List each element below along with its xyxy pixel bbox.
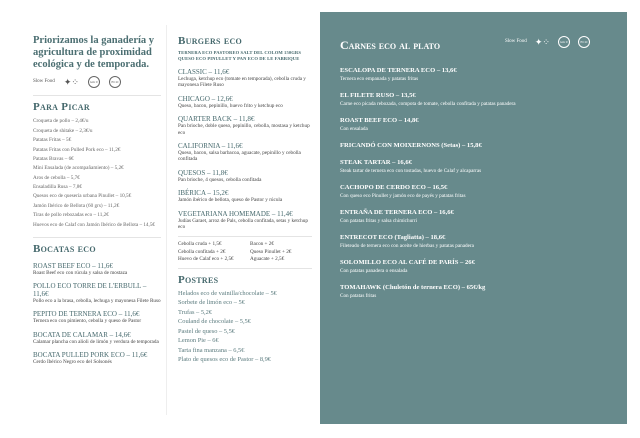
dish-item <box>340 92 620 108</box>
euro-leaf-icon: ✦⁘ <box>63 77 79 87</box>
menu-item: Quesos eco de quesería urbana Pinullet – 10,5€ <box>33 193 132 200</box>
dish-item <box>33 351 161 365</box>
dish-description: Judías Garaet, arroz de Pals, cebolla confitada, setas y ketchup eco <box>178 217 308 231</box>
certification-logos <box>505 36 590 48</box>
dish-item <box>340 142 620 150</box>
dish-name: SOLOMILLO ECO AL CAFÉ DE PARÍS – 26€ <box>340 259 475 266</box>
section-title: Para Picar <box>33 101 90 113</box>
dish-description: Con queso eco Pinullet y jamón eco de payés y patatas fritas <box>340 193 466 199</box>
menu-item: Jamón Ibérico de Bellota (60 grs) – 11,2€ <box>33 202 120 209</box>
dish-name: CALIFORNIA – 11,6€ <box>178 142 243 151</box>
euro-leaf-icon: ✦⁘ <box>534 37 550 47</box>
dish-item <box>340 284 620 300</box>
carnes-panel <box>320 12 627 424</box>
dish-item <box>340 159 620 175</box>
dish-name: CHICAGO – 12,6€ <box>178 94 233 103</box>
dish-name: POLLO ECO TORRE DE L'ERBULL – 11,6€ <box>33 281 147 298</box>
dessert-item: Helados eco de vainilla/chocolate – 5€ <box>178 290 277 298</box>
para-picar-section <box>33 101 161 230</box>
dish-description: Steak tartar de ternera eco con tostadas, huevo de Calaf y alcaparras <box>340 168 482 174</box>
dish-item <box>33 331 161 345</box>
dish-item <box>178 142 312 163</box>
dish-description: Fileteado de ternera eco con aceite de hierbas y patatas panadera <box>340 243 474 249</box>
dish-item <box>178 95 312 109</box>
column-divider <box>166 25 167 415</box>
burger-extras <box>178 241 312 263</box>
dish-item <box>33 282 161 304</box>
dish-name: ROAST BEEF ECO – 14,8€ <box>340 117 419 124</box>
dish-description: Queso, bacon, pepinillo, huevo frito y ketchup eco <box>178 102 283 109</box>
dish-name: ENTRAÑA DE TERNERA ECO – 16,6€ <box>340 209 454 216</box>
dish-item <box>178 210 312 231</box>
dish-description: Ternera eco empanada y patatas fritas <box>340 76 419 82</box>
menu-item: Croqueta de pollo – 2,4€/u <box>33 118 89 125</box>
eco-logo: ECO <box>109 76 121 88</box>
intro-heading: Priorizamos la ganadería y agricultura de proximidad ecológica y de temporada. <box>33 35 155 70</box>
middle-column <box>178 35 312 364</box>
menu-item: Ensaladilla Rusa – 7,8€ <box>33 184 82 191</box>
dish-name: IBÉRICA – 15,2€ <box>178 189 229 198</box>
dish-item <box>340 209 620 225</box>
menu-item: Patatas Fritas con Pulled Pork eco – 11,2€ <box>33 146 121 153</box>
dish-name: FRICANDÓ CON MOIXERNONS (Setas) – 15,8€ <box>340 142 482 149</box>
dish-name: ESCALOPA DE TERNERA ECO – 13,6€ <box>340 67 457 74</box>
dish-name: ENTRECOT ECO (Tagliatta) – 18,6€ <box>340 234 446 241</box>
dish-item <box>340 67 620 83</box>
slow-food-logo: Slow Food <box>505 39 527 44</box>
dessert-item: Tarta fina manzana – 6,5€ <box>178 346 245 354</box>
dish-item <box>340 184 620 200</box>
dish-description: Con ensalada <box>340 126 368 132</box>
dish-description: Queso, bacon, salsa barbacoa, aguacate, pepinillo y cebolla confitada <box>178 150 301 163</box>
dish-item <box>33 310 161 324</box>
menu-item: Croqueta de shitake – 2,3€/u <box>33 127 93 134</box>
extra-item: Bacon + 2€ <box>250 241 274 248</box>
section-title: Burgers eco <box>178 35 243 47</box>
dish-name: VEGETARIANA HOMEMADE – 11,4€ <box>178 209 293 218</box>
divider <box>33 95 161 96</box>
menu-item: Huevos eco de Calaf con Jamón Ibérico de Bellota – 14,5€ <box>33 221 156 228</box>
dish-name: EL FILETE RUSO – 13,5€ <box>340 92 416 99</box>
km0-logo: km 0 <box>88 76 100 88</box>
dessert-item: Trufas – 5,2€ <box>178 308 213 316</box>
divider <box>178 268 312 269</box>
dish-item <box>178 189 312 203</box>
dish-description: Con patatas panadera o ensalada <box>340 268 408 274</box>
divider <box>178 236 312 237</box>
menu-item: Patatas Bravas – 6€ <box>33 155 74 162</box>
section-title: Bocatas eco <box>33 242 96 255</box>
intro-section <box>33 35 161 88</box>
dish-name: CLASSIC – 11,6€ <box>178 68 230 76</box>
dish-item <box>340 234 620 250</box>
dish-name: STEAK TARTAR – 16,6€ <box>340 159 412 166</box>
eco-logo: ECO <box>578 36 590 48</box>
dish-description: Ternera eco con pimiento, cebolla y queso de Pastor <box>33 318 142 325</box>
slow-food-logo: Slow Food <box>33 79 55 84</box>
postres-section <box>178 274 312 364</box>
dish-item <box>178 68 312 89</box>
left-column <box>33 35 161 366</box>
dish-item <box>340 117 620 133</box>
extra-item: Cebolla cruda + 1,5€ <box>178 241 222 248</box>
dish-item <box>33 262 161 276</box>
dish-description: Carne eco picada rebozada, compota de tomate, cebolla confitada y patatas panadera <box>340 101 516 107</box>
dish-name: ROAST BEEF ECO – 11,6€ <box>33 261 113 270</box>
extra-item: Cebolla confitada + 2€ <box>178 248 226 255</box>
section-title: Carnes eco al plato <box>340 38 441 52</box>
dish-item <box>178 169 312 183</box>
dish-description: Pan brioche, 4 quesos, cebolla confitada <box>178 176 262 183</box>
divider <box>33 237 161 238</box>
km0-logo: km 0 <box>558 36 570 48</box>
dish-description: Con patatas fritas y salsa chimichurri <box>340 218 418 224</box>
menu-item: Mini Ensalada (de acompañamiento) – 5,2€ <box>33 165 124 172</box>
dish-name: CACHOPO DE CERDO ECO – 16,5€ <box>340 184 448 191</box>
dish-name: BOCATA PULLED PORK ECO – 11,6€ <box>33 351 148 360</box>
dish-description: Jamón ibérico de bellota, queso de Pastor y rúcula <box>178 197 283 204</box>
dessert-item: Plato de quesos eco de Pastor – 8,9€ <box>178 355 272 363</box>
dish-name: PEPITO DE TERNERA ECO – 11,6€ <box>33 310 140 319</box>
dessert-item: Lemon Pie – 6€ <box>178 337 219 345</box>
menu-item: Patatas Fritas – 5€ <box>33 137 72 144</box>
certification-logos <box>33 76 161 88</box>
dish-description: Lechuga, ketchup eco (tomate en temporada), cebolla cruda y mayonesa Filete Ruso <box>178 76 306 89</box>
dessert-item: Couland de chocolate – 5,5€ <box>178 318 251 326</box>
dish-name: BOCATA DE CALAMAR – 14,6€ <box>33 330 131 339</box>
burgers-section <box>178 35 312 230</box>
dish-name: QUARTER BACK – 11,8€ <box>178 115 255 124</box>
burgers-subtitle: TERNERA ECO PASTOREO SALT DEL COLOM 150GRS QUESO ECO PINULLET Y PAN ECO DE LE FABRIQUE <box>178 50 301 61</box>
extra-item: Queso Pinullet + 2€ <box>250 248 292 255</box>
dish-description: Pollo eco a la brasa, cebolla, lechuga y mayonesa Filete Ruso <box>33 297 161 304</box>
menu-item: Aros de cebolla – 5,7€ <box>33 174 80 181</box>
dish-description: Pan brioche, doble queso, pepinillo, cebolla, mostasa y ketchup eco <box>178 123 310 136</box>
section-title: Postres <box>178 274 219 287</box>
dish-description: Con patatas fritas <box>340 293 377 299</box>
dessert-item: Pastel de queso – 5,5€ <box>178 327 235 335</box>
dish-description: Calamar plancha con alioli de limón y verdura de temporada <box>33 338 159 345</box>
dish-item <box>178 115 312 136</box>
dish-description: Cerdo Ibérico Negro eco del Solsonés <box>33 359 112 366</box>
dish-description: Roast Beef eco con rúcula y salsa de mostaza <box>33 269 128 276</box>
menu-item: Tiras de pollo rebozadas eco – 11,2€ <box>33 212 109 219</box>
dish-item <box>340 259 620 275</box>
extra-item: Aguacate + 2,5€ <box>250 255 285 262</box>
dish-name: TOMAHAWK (Chuletón de ternera ECO) – 65€/kg <box>340 284 486 291</box>
extra-item: Huevo de Calaf eco + 2,5€ <box>178 255 234 262</box>
dessert-item: Sorbete de limón eco – 5€ <box>178 299 245 307</box>
bocatas-section <box>33 243 161 366</box>
dish-name: QUESOS – 11,8€ <box>178 168 228 177</box>
